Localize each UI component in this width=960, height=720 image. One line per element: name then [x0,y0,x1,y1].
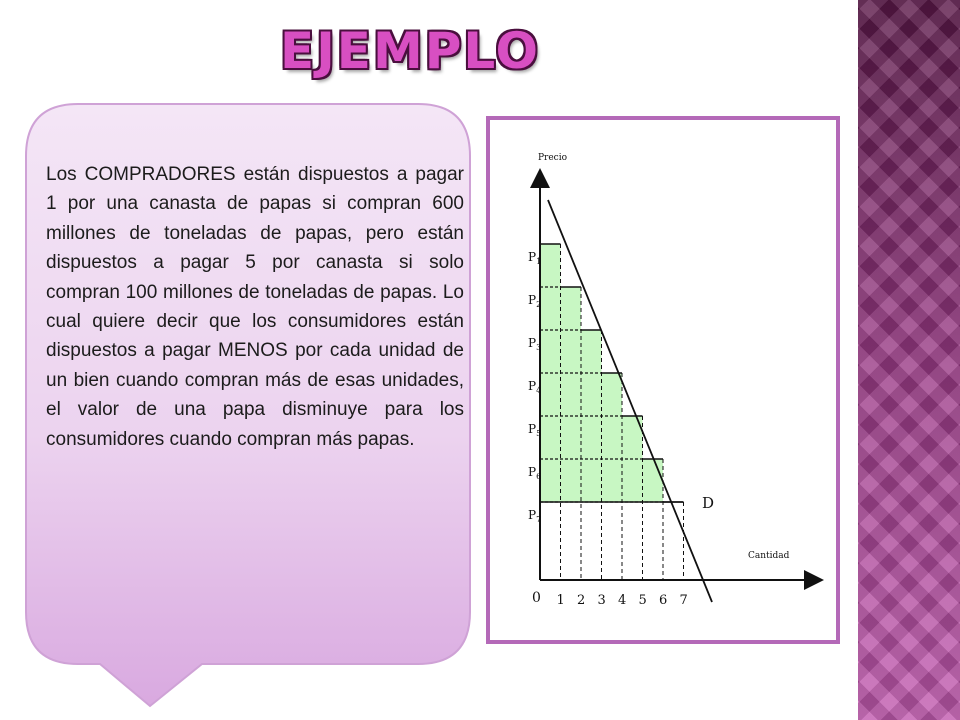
price-label: $P_4$ [528,379,542,395]
demand-curve-label: D [702,494,715,512]
x-axis-label: Cantidad [748,551,790,561]
quantity-label: 4 [618,593,627,608]
price-label: $P_5$ [528,422,542,438]
quantity-label: 6 [659,593,668,608]
surplus-bar [561,287,582,502]
decorative-side-strip [858,0,960,720]
price-label: $P_2$ [528,293,542,309]
origin-label: 0 [532,590,541,606]
quantity-tick-labels [557,593,688,608]
slide-title: EJEMPLO [280,22,540,80]
quantity-label: 5 [638,593,647,608]
quantity-label: 1 [556,593,565,608]
quantity-label: 3 [597,593,606,608]
explanation-text: Los COMPRADORES están dispuestos a pagar 1 por una canasta de papas si compran 600 millones de toneladas de papas, pero están dispuestos a pagar 5 por canasta si solo compran 100 millones de toneladas de papas. Lo cual quiere decir que los consumidores están dispuestos a pagar MENOS por cada unidad de un bien cuando compran más de esas unidades, el valor de una papa disminuye para los consumidores cuando compran más papas. [46,164,464,450]
y-axis-label: Precio [538,153,568,163]
surplus-bar [602,373,623,502]
price-label: $P_7$ [528,508,542,524]
demand-chart [490,120,836,640]
quantity-label: 7 [679,593,688,608]
price-label: $P_6$ [528,465,542,481]
price-label: $P_3$ [528,336,542,352]
price-label: $P_1$ [528,250,542,266]
surplus-bar [643,459,664,502]
quantity-label: 2 [577,593,586,608]
